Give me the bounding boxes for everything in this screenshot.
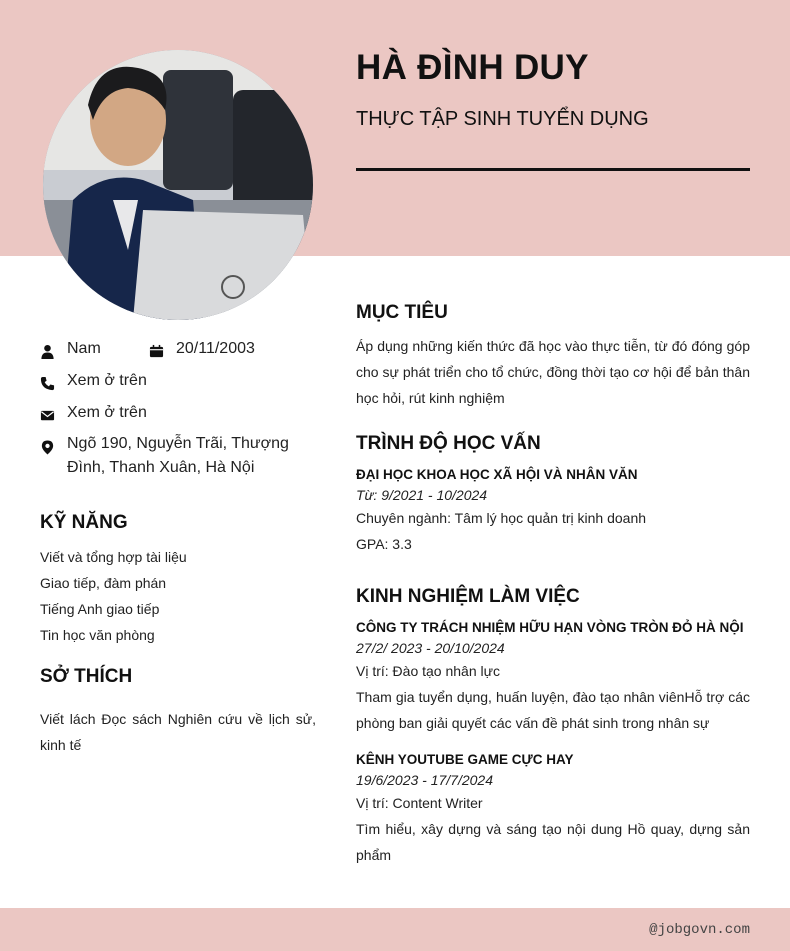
phone-icon (40, 376, 55, 391)
footer-watermark: @jobgovn.com (649, 922, 750, 938)
hobbies-text: Viết lách Đọc sách Nghiên cứu về lịch sử, kinh tế (40, 711, 316, 753)
hobbies-heading: SỞ THÍCH (40, 666, 133, 687)
skills-section (40, 512, 316, 648)
phone-value: Xem ở trên (67, 372, 147, 389)
location-pin-icon (40, 440, 55, 455)
calendar-icon (149, 344, 164, 359)
job-entry (356, 752, 750, 868)
job-description: Tham gia tuyển dụng, huấn luyện, đào tạo nhân viênHỗ trợ các phòng ban giải quyết các vấn đề phát sinh trong nhân sự (356, 689, 750, 731)
mail-icon (40, 408, 55, 423)
company-name: CÔNG TY TRÁCH NHIỆM HỮU HẠN VÒNG TRÒN ĐỎ HÀ NỘI (356, 620, 744, 635)
objective-section (356, 302, 750, 411)
phone-row (40, 372, 320, 404)
email-value: Xem ở trên (67, 404, 147, 421)
education-dates: Từ: 9/2021 - 10/2024 (356, 487, 488, 503)
skill-item: Tiếng Anh giao tiếp (40, 601, 160, 617)
skill-item: Viết và tổng hợp tài liệu (40, 549, 187, 565)
skills-list (40, 544, 316, 648)
objective-heading: MỤC TIÊU (356, 302, 448, 323)
profile-photo (43, 50, 313, 320)
job-dates: 19/6/2023 - 17/7/2024 (356, 772, 494, 788)
gender-birthday-row (40, 340, 320, 372)
job-description: Tìm hiểu, xây dựng và sáng tạo nội dung Hồ quay, dựng sản phẩm (356, 821, 750, 863)
education-heading: TRÌNH ĐỘ HỌC VẤN (356, 433, 541, 454)
job-position: Vị trí: Content Writer (356, 795, 483, 811)
job-position: Vị trí: Đào tạo nhân lực (356, 663, 500, 679)
birthday-value: 20/11/2003 (176, 340, 255, 357)
address-row (40, 435, 320, 476)
education-major: Chuyên ngành: Tâm lý học quản trị kinh doanh (356, 510, 647, 526)
candidate-name: HÀ ĐÌNH DUY (356, 48, 589, 87)
education-section (356, 433, 750, 557)
hobbies-section (40, 666, 316, 758)
skill-item: Tin học văn phòng (40, 627, 155, 643)
job-dates: 27/2/ 2023 - 20/10/2024 (356, 640, 505, 656)
gender-value: Nam (67, 340, 101, 357)
skills-heading: KỸ NĂNG (40, 512, 128, 533)
experience-section (356, 586, 750, 868)
title-divider (356, 168, 750, 171)
company-name: KÊNH YOUTUBE GAME CỰC HAY (356, 752, 574, 767)
job-title: THỰC TẬP SINH TUYỂN DỤNG (356, 108, 649, 130)
education-gpa: GPA: 3.3 (356, 536, 412, 552)
skill-item: Giao tiếp, đàm phán (40, 575, 167, 591)
experience-heading: KINH NGHIỆM LÀM VIỆC (356, 586, 580, 607)
person-icon (40, 344, 55, 359)
school-name: ĐẠI HỌC KHOA HỌC XÃ HỘI VÀ NHÂN VĂN (356, 467, 638, 482)
objective-text: Áp dụng những kiến thức đã học vào thực tiễn, từ đó đóng góp cho sự phát triển cho tổ chức, đồng thời tạo cơ hội để bản thân học hỏi, rút kinh nghiệm (356, 338, 750, 406)
job-entry (356, 620, 750, 736)
address-value: Ngõ 190, Nguyễn Trãi, Thượng Đình, Thanh Xuân, Hà Nội (67, 435, 289, 476)
contact-info (40, 340, 320, 476)
